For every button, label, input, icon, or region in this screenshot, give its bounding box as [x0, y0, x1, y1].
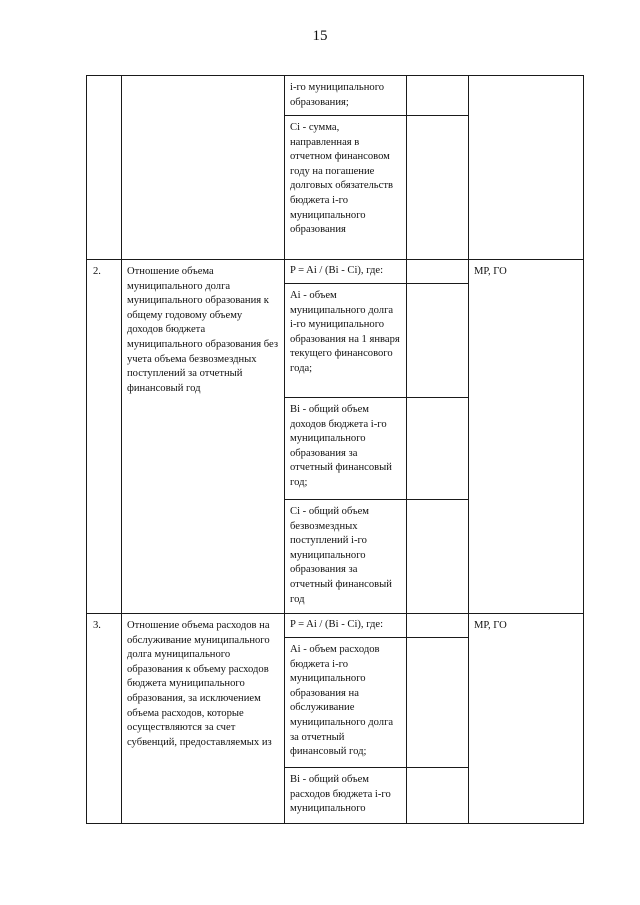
row-number: 3. — [87, 614, 122, 824]
indicators-table — [86, 75, 584, 824]
indicator-name: Отношение объема муниципального долга муниципального образования к общему годовому объему доходов бюджета муниципального образования без учета объема безвозмездных поступлений за отчетный финансовый год — [122, 260, 285, 614]
formula-variable-cell: Bi - общий объем доходов бюджета i-го муниципального образования за отчетный финансовый год; — [285, 398, 407, 500]
page-number: 15 — [312, 28, 328, 44]
formula-variable-cell: Bi - общий объем расходов бюджета i-го муниципального — [285, 768, 407, 824]
empty-cell — [407, 76, 469, 116]
empty-cell — [407, 500, 469, 614]
indicator-name: Отношение объема расходов на обслуживание муниципального долга муниципального образования к объему расходов бюджета муниципального образования, за исключением объема расходов, которые осуществляются за счет субвенций, предоставляемых из — [122, 614, 285, 824]
formula-cell: P = Ai / (Bi - Ci), где: — [285, 614, 407, 638]
row-number — [87, 76, 122, 260]
empty-cell — [407, 116, 469, 260]
applies-to-cell: МР, ГО — [469, 614, 584, 824]
empty-cell — [407, 768, 469, 824]
indicator-name — [122, 76, 285, 260]
row-number: 2. — [87, 260, 122, 614]
table-row — [87, 614, 584, 638]
formula-variable-cell: Ci - общий объем безвозмездных поступлений i-го муниципального образования за отчетный финансовый год — [285, 500, 407, 614]
empty-cell — [407, 260, 469, 284]
table-row — [87, 76, 584, 116]
formula-cell: P = Ai / (Bi - Ci), где: — [285, 260, 407, 284]
empty-cell — [407, 284, 469, 398]
empty-cell — [407, 398, 469, 500]
empty-cell — [407, 614, 469, 638]
formula-variable-cell: Ci - сумма, направленная в отчетном финансовом году на погашение долговых обязательств бюджета i-го муниципального образования — [285, 116, 407, 260]
applies-to-cell: МР, ГО — [469, 260, 584, 614]
table-row — [87, 260, 584, 284]
empty-cell — [407, 638, 469, 768]
formula-variable-cell: i-го муниципального образования; — [285, 76, 407, 116]
applies-to-cell — [469, 76, 584, 260]
formula-variable-cell: Ai - объем муниципального долга i-го муниципального образования на 1 января текущего финансового года; — [285, 284, 407, 398]
formula-variable-cell: Ai - объем расходов бюджета i-го муниципального образования на обслуживание муниципального долга за отчетный финансовый год; — [285, 638, 407, 768]
